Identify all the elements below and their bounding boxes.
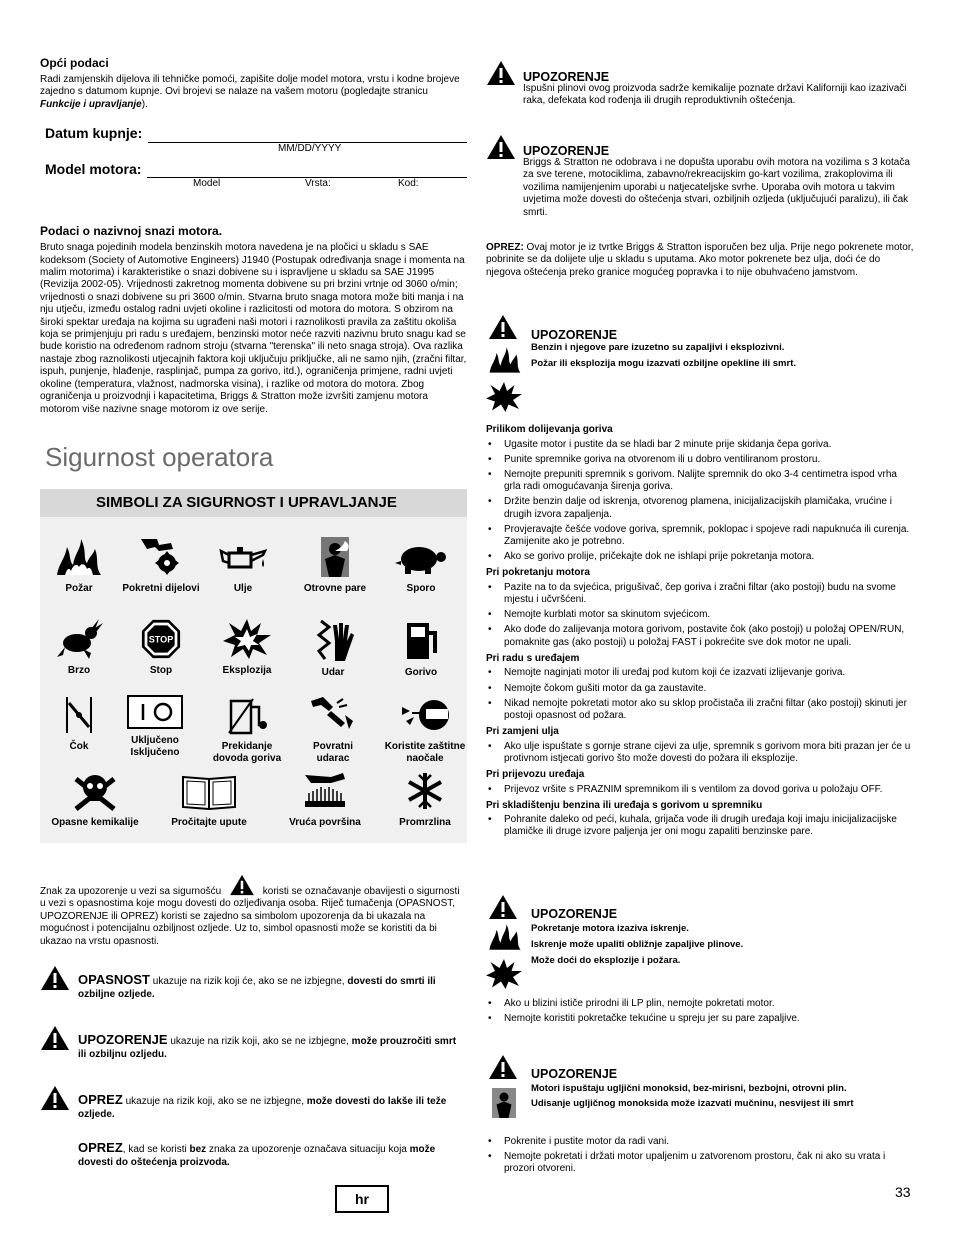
symbol-label: Vruća površina [289, 817, 361, 828]
list-item: • Nemojte naginjati motor ili uređaj pod kutom koji će izazvati izlijevanje goriva. [486, 667, 914, 679]
oil-can-icon [219, 537, 267, 577]
engine-model-label: Model motora: [45, 160, 142, 177]
symbol-label: Uključeno [131, 735, 179, 746]
list-item: • Nemojte čokom gušiti motor da ga zaustavite. [486, 683, 914, 695]
symbol-fuel [374, 619, 468, 679]
warning-text: Udisanje ugljičnog monoksida može izazvati mučninu, nesvijest ili smrt [531, 1098, 854, 1109]
power-rating-heading: Podaci o nazivnoj snazi motora. [40, 224, 223, 239]
explosion-icon [486, 380, 522, 414]
symbol-slow [374, 537, 468, 595]
list-item: • Nemojte prepuniti spremnik s gorivom. Nalijte spremnik do oko 3-4 centimetra ispod vrha grla radi omogućavanja širenja goriva. [486, 469, 914, 493]
symbol-label-2: naočale [406, 753, 444, 764]
warning-text: Požar ili eksplozija mogu izazvati ozbiljne opekline ili smrt. [531, 358, 797, 369]
power-rating-text: Bruto snaga pojedinih modela benzinskih motora navedena je na pločici u skladu s SAE kodeksom (Society of Automotive Engineers) J1940 (Postupak određivanja snage i momenta na malim motorima) i karakteristike o snazi dobivene su i ispravljene u skladu sa SAE J1995 (Revizija 2002-05). Vrijednosti zakretnog momenta dobivene su pri brzini vrtnje od 3060 o/min; vrijednosti o snazi dobivene su pri 3600 o/min. Stvarna bruto snaga motora može biti manja i na nju utječu, između ostalog radni uvjeti okoline i razlicitosti od motora do motora. S obzirom na široki spektar uređaja na kojima su ugrađeni naši motori i raznolikosti pravila za zaštitu okoliša koja se primjenjuju pri radu s uređajem, benzinski motor neće razviti nazivnu bruto snagu kad se bude koristio na određenom radnom stroju (stvarna "terenska" ili neto snaga stroja). Ova razlika nastaje zbog raznolikosti utjecajnih faktora koji uključuju priključke, ali ne samo njih, (zračni filtar, ispuh, punjenje, hlađenje, rasplinjač, pumpa za gorivo, itd.), ograničenja primjene, radni uvjeti okoline (temperatura, vlažnost, nadmorska visina), i razlike od motora do motora. Zbog ograničenja u proizvodnji i kapacitetima, Briggs & Stratton može izvršiti zamjenu motora motorom više nazivne snage motorom iz ove serije. [40, 242, 467, 415]
warning-triangle-icon [488, 1052, 518, 1082]
signal-intro [40, 874, 467, 948]
symbol-label: Promrzlina [399, 817, 451, 828]
kickback-icon [309, 695, 357, 735]
list-item: • Pohranite daleko od peći, kuhala, grijača vode ili drugih uređaja koji imaju inicijalizacijske plamičke ili druge izvore paljenja jer oni mogu zapaliti benzinske pare. [486, 814, 914, 838]
signal-intro-text: Znak za upozorenje u vezi sa sigurnošću koristi se označavanje obavijesti o sigurnosti u vezi s opasnostima koje mogu dovesti do ozljeđivanja osoba. Riječ tumačenja (OPASNOST, UPOZORENJE ili OPREZ) koristi se zajedno sa simbolom upozorenja da bi ukazala na mogućnost i potencijalnu ozbiljnost ozljede. Uz to, simbol opasnosti može se koristiti da bi ukazao na vrstu opasnosti. [40, 874, 467, 948]
skull-crossbones-icon [72, 771, 118, 811]
choke-icon [59, 695, 99, 735]
list-item: • Prijevoz vršite s PRAZNIM spremnikom ili s ventilom za dovod goriva u položaju OFF. [486, 784, 914, 796]
toxic-fumes-icon [486, 1086, 522, 1120]
toxic-fumes-icon [311, 537, 359, 577]
transport-list [486, 784, 914, 796]
warning-title: UPOZORENJE [523, 70, 610, 84]
symbol-chemicals [48, 771, 142, 829]
electric-shock-icon [309, 619, 357, 661]
warning-triangle-icon [488, 892, 518, 922]
symbol-safety-glasses [378, 695, 472, 765]
symbol-label: Gorivo [404, 667, 438, 678]
rabbit-icon [55, 619, 103, 659]
on-off-icon [127, 695, 183, 729]
warning-triangle-icon [40, 1025, 70, 1051]
purchase-date-row [40, 125, 467, 143]
section-title: Pri radu s uređajem [486, 652, 580, 664]
operator-safety-title: Sigurnost operatora [45, 442, 274, 472]
symbol-label-2: dovoda goriva [212, 753, 282, 764]
warning-triangle-icon [486, 60, 516, 86]
general-info-text: Radi zamjenskih dijelova ili tehničke pomoći, zapišite dolje model motora, vrstu i kodne brojeve zajedno s datumom kupnje. Ovi brojevi se nalaze na vašem motoru (pogledajte stranicu Funkcije i upravljanje). [40, 74, 460, 110]
left-column [40, 56, 467, 416]
danger-word: OPASNOST [78, 972, 150, 987]
symbol-label: Sporo [406, 583, 436, 594]
symbol-fire [32, 537, 126, 595]
symbol-kickback [286, 695, 380, 765]
warning-california [486, 60, 914, 134]
operating-list [486, 667, 914, 722]
storage-list [486, 814, 914, 838]
symbol-explosion [200, 619, 294, 677]
symbol-label: Povratni [312, 741, 353, 752]
symbol-hot-surface [278, 771, 372, 829]
warning-word: UPOZORENJE [78, 1032, 168, 1047]
refuel-list [486, 439, 914, 564]
warning-text: Može doći do eksplozije i požara. [531, 955, 681, 966]
warning-flammable [486, 312, 914, 420]
right-column [486, 60, 914, 842]
signal-words [40, 965, 467, 1179]
section-title: Pri prijevozu uređaja [486, 769, 585, 781]
moving-parts-icon [137, 537, 185, 577]
warning-triangle-icon [40, 965, 70, 991]
warning-text: Ispušni plinovi ovog proizvoda sadrže kemikalije poznate državi Kaliforniji kao izazivači raka, defekata kod rođenja ili drugih reproduktivnih oštećenja. [523, 83, 907, 107]
list-item: • Nemojte kurblati motor sa skinutom svjećicom. [486, 609, 914, 621]
safety-symbols-panel [40, 489, 467, 843]
list-item: • Ako u blizini ističe prirodni ili LP plin, nemojte pokretati motor. [486, 998, 914, 1010]
fuel-shutoff-icon [225, 695, 269, 735]
symbol-label: Pročitajte upute [171, 817, 247, 828]
warning-title: UPOZORENJE [531, 1067, 618, 1081]
section-title: Pri pokretanju motora [486, 567, 590, 579]
list-item: • Pazite na to da svjećica, prigušivač, čep goriva i zračni filtar (ako postoji) budu na svome mjestu i učvršćeni. [486, 582, 914, 606]
section-title: Pri skladištenju benzina ili uređaja s gorivom u spremniku [486, 799, 763, 811]
symbol-fuel-shutoff [200, 695, 294, 765]
list-item: • Ugasite motor i pustite da se hladi bar 2 minute prije skidanja čepa goriva. [486, 439, 914, 451]
symbol-label: Požar [65, 583, 93, 594]
symbol-shock [286, 619, 380, 679]
notice-row: OPREZ, kad se koristi bez znaka za upozorenje označava situaciju koja može dovesti do oštećenja proizvoda. [78, 1140, 436, 1168]
symbol-label: Otrovne pare [303, 583, 367, 594]
symbol-label: Ulje [233, 583, 253, 594]
symbol-label: Brzo [67, 665, 91, 676]
symbol-label: Eksplozija [222, 665, 272, 676]
list-item: • Nemojte pokretati i držati motor upaljenim u zatvorenom prostoru, čak ni ako su vrata i prozori otvoreni. [486, 1151, 914, 1175]
general-info-heading: Opći podaci [40, 56, 109, 70]
code-sublabel: Kod: [398, 178, 419, 190]
snowflake-icon [405, 771, 445, 811]
warning-vehicles [486, 134, 914, 242]
symbol-label: Opasne kemikalije [51, 817, 139, 828]
symbol-oil [196, 537, 290, 595]
page-number: 33 [895, 1184, 911, 1200]
turtle-icon [395, 537, 447, 577]
caution-word: OPREZ [78, 1092, 123, 1107]
section-title: Pri zamjeni ulja [486, 726, 559, 738]
sparks-list [486, 998, 914, 1028]
warning-title: UPOZORENJE [531, 328, 618, 342]
model-sublabels [40, 178, 467, 190]
type-sublabel: Vrsta: [305, 178, 331, 190]
safety-symbols-header: SIMBOLI ZA SIGURNOST I UPRAVLJANJE [40, 489, 467, 517]
warning-triangle-icon [40, 1085, 70, 1111]
date-format-row [40, 143, 467, 155]
model-sublabel: Model [193, 178, 221, 190]
purchase-date-label: Datum kupnje: [45, 125, 143, 142]
warning-text: Iskrenje može upaliti obližnje zapaljive plinove. [531, 939, 744, 950]
warning-row: UPOZORENJE ukazuje na rizik koji, ako se ne izbjegne, može prouzročiti smrt ili ozbiljnu ozljedu. [40, 1025, 467, 1061]
symbol-label: Pokretni dijelovi [122, 583, 200, 594]
purchase-date-field[interactable] [148, 127, 467, 143]
list-item: • Ako dođe do zalijevanja motora gorivom, postavite čok (ako postoji) u položaj OPEN/RUN, pomaknite gas (ako postoji) u položaj FAST i pokrećite sve dok motor ne upali. [486, 624, 914, 648]
warning-text: Briggs & Stratton ne odobrava i ne dopušta uporabu ovih motora na vozilima s 3 kotača za sve terene, motociklima, zabavno/rekreacijskim go-kart vozilima, zrakoplovima ili vozilima namijenjenim uporabi u natjecateljske svrhe. Uporaba ovih motora u takvim uvjetima može dovesti do oštećenja stvari, ozbiljnih ozljeda (uključujući paralizu), ili čak smrti. [523, 157, 910, 218]
symbol-read-manual [162, 771, 256, 829]
starting-list [486, 582, 914, 649]
flame-icon [488, 346, 522, 374]
safety-glasses-icon [400, 695, 450, 735]
list-item: • Nemojte koristiti pokretačke tekućine u spreju jer su pare zapaljive. [486, 1013, 914, 1025]
fuel-safety-sections [486, 424, 914, 839]
symbol-label-2: Isključeno [130, 747, 180, 758]
explosion-icon [223, 619, 271, 659]
danger-row: OPASNOST ukazuje na rizik koji će, ako se ne izbjegne, dovesti do smrti ili ozbiljne ozljede. [40, 965, 467, 1001]
oil-change-list [486, 741, 914, 765]
symbol-label-2: udarac [316, 753, 350, 764]
warning-triangle-icon [486, 134, 516, 160]
symbol-label: Udar [321, 667, 345, 678]
symbol-moving-parts [114, 537, 208, 595]
symbol-on-off [108, 695, 202, 759]
list-item: • Nikad nemojte pokretati motor ako su sklop pročistača ili zračni filtar (ako postoji) skinuti jer postoji opasnost od požara. [486, 698, 914, 722]
fuel-pump-icon [399, 619, 443, 661]
symbol-stop [114, 619, 208, 677]
list-item: • Ako ulje ispuštate s gornje strane cijevi za ulje, spremnik s gorivom mora biti prazan jer će u protivnom istjecati gorivo što može dovesti do požara ili eksplozije. [486, 741, 914, 765]
caution-row: OPREZ ukazuje na rizik koji, ako se ne izbjegne, može dovesti do lakše ili teže ozljede. [40, 1085, 467, 1121]
stop-sign-text: STOP [148, 634, 174, 645]
engine-model-field[interactable] [147, 162, 467, 178]
flame-icon [488, 922, 522, 952]
warning-text: Pokretanje motora izaziva iskrenje. [531, 923, 689, 934]
stop-sign-icon [139, 619, 183, 659]
language-tab[interactable]: hr [335, 1185, 389, 1213]
flame-icon [55, 537, 103, 577]
caution-no-oil: OPREZ: Ovaj motor je iz tvrtke Briggs & Stratton isporučen bez ulja. Prije nego pokrenete motor, pobrinite se da dolijete ulje u skladu s uputama. Ako motor pokrenete bez ulja, doći će do njegova oštećenja preko granice mogućeg popravka i to nije obuhvaćeno jamstvom. [486, 242, 914, 278]
co-list [486, 1136, 914, 1179]
warning-text: Motori ispuštaju ugljični monoksid, bez-mirisni, bezbojni, otrovni plin. [531, 1083, 847, 1094]
warning-triangle-icon [227, 874, 257, 896]
notice-word: OPREZ [78, 1140, 123, 1155]
hot-surface-icon [301, 771, 349, 811]
date-format-hint: MM/DD/YYYY [278, 142, 342, 154]
warning-title: UPOZORENJE [523, 144, 610, 158]
symbol-fast [32, 619, 126, 677]
warning-text: Benzin i njegove pare izuzetno su zapaljivi i eksplozivni. [531, 342, 785, 353]
section-title: Prilikom dolijevanja goriva [486, 424, 613, 435]
symbol-label: Stop [149, 665, 173, 676]
symbol-label: Koristite zaštitne [384, 741, 466, 752]
symbol-frostbite [378, 771, 472, 829]
warning-title: UPOZORENJE [531, 907, 618, 921]
list-item: • Držite benzin dalje od iskrenja, otvorenog plamena, inicijalizacijskih plamičaka, vrućine i drugih izvora zapaljenja. [486, 496, 914, 520]
manual-book-icon [181, 771, 237, 811]
symbol-label: Prekidanje [221, 741, 273, 752]
list-item: • Provjeravajte češće vodove goriva, spremnik, poklopac i spojeve radi napuknuća ili curenja. Zamijenite ako je potrebno. [486, 524, 914, 548]
list-item: • Punite spremnike goriva na otvorenom ili u dobro ventiliranom prostoru. [486, 454, 914, 466]
warning-sparks [486, 892, 914, 1032]
warning-carbon-monoxide [486, 1052, 914, 1182]
list-item: • Ako se gorivo prolije, pričekajte dok ne ishlapi prije pokretanja motora. [486, 551, 914, 563]
explosion-icon [486, 956, 522, 992]
warning-triangle-icon [488, 312, 518, 342]
engine-model-row [40, 161, 467, 179]
symbol-toxic-fumes [288, 537, 382, 595]
symbol-label: Čok [69, 741, 89, 752]
list-item: • Pokrenite i pustite motor da radi vani. [486, 1136, 914, 1148]
